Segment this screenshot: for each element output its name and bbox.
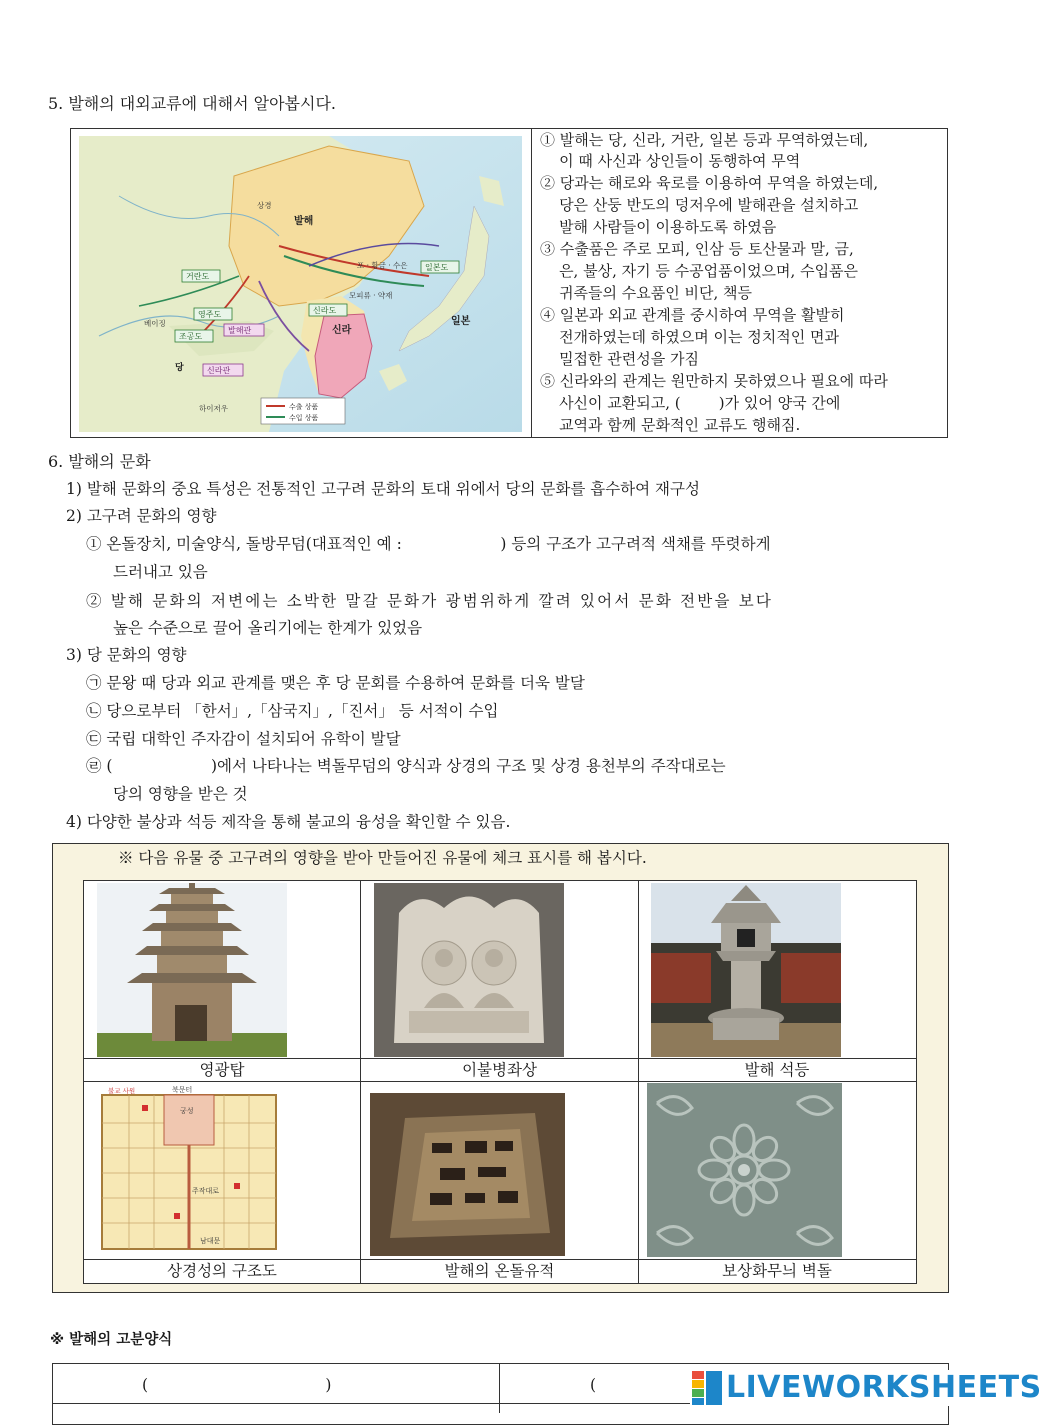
svg-text:남대문: 남대문 (200, 1237, 221, 1245)
tomb-table-divider (499, 1363, 500, 1413)
liveworksheets-logo (690, 1370, 1042, 1406)
route-tag-balhaegwan (224, 324, 264, 336)
japan-label: 일본 (451, 316, 471, 327)
trade-item-4a: ④ 일본과 외교 관계를 중시하여 무역을 활발히 (540, 306, 845, 324)
trade-map (79, 136, 522, 432)
route-tag-geoldan (182, 270, 220, 282)
tomb-blank-left[interactable]: ( ) (142, 1376, 332, 1394)
route-tag-yeongju (194, 308, 232, 320)
artifact-instruction: ※ 다음 유물 중 고구려의 영향을 받아 만들어진 유물에 체크 표시를 해 봅시다. (118, 849, 647, 867)
culture-line-6: 높은 수준으로 끌어 올리기에는 한계가 있었음 (113, 619, 423, 637)
svg-text:거란도: 거란도 (186, 272, 210, 281)
hayijeou-label: 하이저우 (199, 404, 228, 413)
caption-city-map: 상경성의 구조도 (167, 1262, 277, 1280)
culture-line-7: 3) 당 문화의 영향 (66, 646, 187, 664)
svg-text:수입 상품: 수입 상품 (289, 414, 319, 422)
caption-ondol-ruins: 발해의 온돌유적 (444, 1262, 555, 1280)
beijing-label: 베이징 (144, 319, 166, 328)
trade-item-2a: ② 당과는 해로와 육로를 이용하여 무역을 하였는데, (540, 174, 879, 192)
svg-text:일본도: 일본도 (425, 263, 449, 272)
table-divider (83, 1081, 916, 1082)
trade-item-4b: 전개하였는데 하였으며 이는 정치적인 면과 (540, 328, 839, 346)
svg-text:조공도: 조공도 (179, 332, 203, 341)
liveworksheets-icon (692, 1371, 724, 1405)
trade-item-3c: 귀족들의 수요품인 비단, 책등 (540, 284, 753, 302)
svg-text:불교 사원: 불교 사원 (108, 1087, 136, 1095)
trade-item-4c: 밀접한 관련성을 가짐 (540, 350, 700, 368)
svg-text:북문터: 북문터 (172, 1086, 193, 1094)
trade-item-2c: 발해 사람들이 이용하도록 하였음 (540, 218, 777, 236)
floral-brick-photo (647, 1083, 842, 1257)
svg-text:신라관: 신라관 (207, 366, 231, 375)
culture-line-10: ㉢ 국립 대학인 주자감이 설치되어 유학이 발달 (86, 730, 401, 748)
pagoda-photo (97, 883, 287, 1057)
svg-text:발해관: 발해관 (228, 326, 252, 335)
svg-text:신라도: 신라도 (313, 306, 337, 315)
trade-box-divider (531, 128, 532, 437)
trade-item-5a: ⑤ 신라와의 관계는 원만하지 못하였으나 필요에 따라 (540, 372, 888, 390)
caption-stone-lantern: 발해 석등 (744, 1061, 810, 1079)
trade-item-5b: 사신이 교환되고, ( )가 있어 양국 간에 (540, 394, 841, 412)
trade-item-3b: 은, 불상, 자기 등 수공업품이었으며, 수입품은 (540, 262, 859, 280)
trade-item-5c: 교역과 함께 문화적인 교류도 행해짐. (540, 416, 801, 434)
svg-text:수출 상품: 수출 상품 (289, 403, 319, 411)
route-tag-ilbondo (421, 261, 459, 273)
sanggyeong-label: 상경 (257, 201, 272, 210)
caption-buddha-stele: 이불병좌상 (462, 1061, 537, 1079)
caption-floral-brick: 보상화무늬 벽돌 (722, 1262, 832, 1280)
trade-item-3a: ③ 수출품은 주로 모피, 인삼 등 토산물과 말, 금, (540, 240, 854, 258)
stone-lantern-photo (651, 883, 841, 1057)
svg-text:궁성: 궁성 (180, 1107, 194, 1115)
culture-line-4: 드러내고 있음 (113, 563, 208, 581)
map-legend (261, 398, 345, 424)
trade-item-2b: 당은 산둥 반도의 덩저우에 발해관을 설치하고 (540, 196, 859, 214)
ondol-ruins-photo (370, 1093, 565, 1256)
culture-line-8: ㉠ 문왕 때 당과 외교 관계를 맺은 후 당 문회를 수용하여 문화를 더욱 발달 (86, 674, 585, 692)
trade-item-1a: ① 발해는 당, 신라, 거란, 일본 등과 무역하였는데, (540, 131, 869, 149)
goods-import-label: 포 · 황금 · 수은 (357, 261, 408, 270)
sanggyeong-city-map (94, 1083, 284, 1257)
section5-heading: 5. 발해의 대외교류에 대해서 알아봅시다. (48, 94, 336, 113)
svg-text:영주도: 영주도 (198, 310, 222, 319)
culture-line-1: 1) 발해 문화의 중요 특성은 전통적인 고구려 문화의 토대 위에서 당의 문화를 흡수하여 재구성 (66, 480, 700, 498)
culture-line-5: ② 발해 문화의 저변에는 소박한 말갈 문화가 광범위하게 깔려 있어서 문화 전반을 보다 (86, 592, 774, 610)
caption-pagoda: 영광탑 (199, 1061, 245, 1079)
route-tag-sillagwan (203, 364, 243, 376)
tomb-blank-right[interactable]: ( (590, 1376, 597, 1394)
goods-export-label: 모피류 · 약재 (349, 291, 393, 300)
liveworksheets-text: LIVEWORKSHEETS (726, 1370, 1042, 1405)
culture-line-2: 2) 고구려 문화의 영향 (66, 507, 217, 525)
culture-line-12: 당의 영향을 받은 것 (113, 785, 248, 803)
buddha-stele-photo (374, 883, 564, 1057)
route-tag-sillado (309, 304, 347, 316)
route-tag-jogong (175, 330, 213, 342)
tang-label: 당 (175, 363, 184, 373)
culture-line-3: ① 온돌장치, 미술양식, 돌방무덤(대표적인 예 : ) 등의 구조가 고구려적 색채를 뚜렷하게 (86, 535, 771, 553)
section6-heading: 6. 발해의 문화 (48, 452, 151, 471)
svg-text:주작대로: 주작대로 (192, 1187, 220, 1195)
culture-line-9: ㉡ 당으로부터 「한서」,「삼국지」,「진서」 등 서적이 수입 (86, 702, 499, 720)
culture-line-11: ㉣ ( )에서 나타나는 벽돌무덤의 양식과 상경의 구조 및 상경 용천부의 주작대로는 (86, 757, 726, 775)
silla-label: 신라 (332, 325, 352, 336)
balhae-label: 발해 (294, 216, 314, 227)
trade-item-1b: 이 때 사신과 상인들이 동행하여 무역 (540, 152, 801, 170)
tomb-heading: ※ 발해의 고분양식 (50, 1332, 173, 1348)
culture-line-13: 4) 다양한 불상과 석등 제작을 통해 불교의 융성을 확인할 수 있음. (66, 813, 511, 831)
